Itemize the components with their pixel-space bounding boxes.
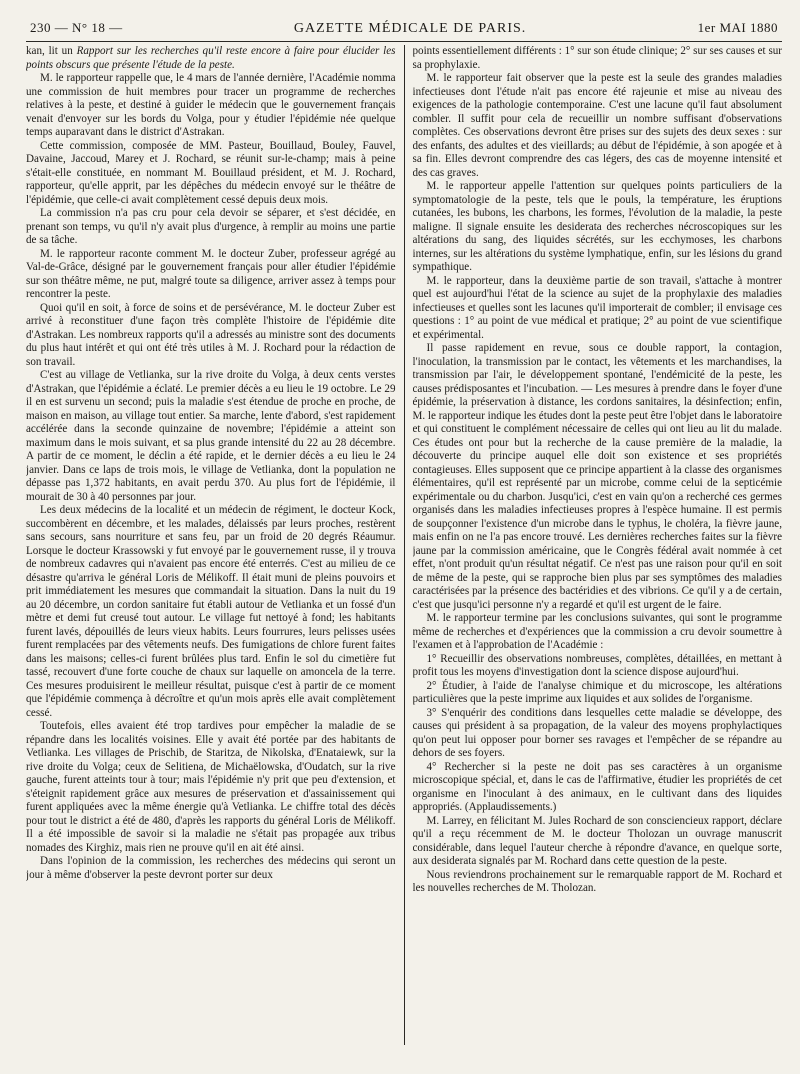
paragraph — [26, 45, 396, 72]
column-divider — [404, 45, 405, 1045]
paragraph — [413, 275, 783, 343]
paragraph — [26, 207, 396, 248]
paragraph — [413, 45, 783, 72]
paragraph-text: kan, lit un — [26, 45, 77, 57]
paragraph-text: Toutefois, elles avaient été trop tardives pour empêcher la maladie de se répandre dans les localités voisines. Elle y avait été portée par des habitants de Vetlianka. Les villages de Prischib, de Staritza, de Nikolska, d'Enataiewk, sur la rive droite du Volga; ceux de Selitiena, de Michaëlowska, d'Oudatch, sur la rive gauche, furent atteints tour à tour; mais l'épidémie n'y prit que peu d'extension, et s'éteignit rapidement grâce aux mesures de préservation et d'assainissement qui furent appliquées avec la même énergie qu'à Vetlianka. Le chiffre total des décès pour tout le district a été de 480, d'après les rapports du général Loris de Mélikoff. Il a été impossible de savoir si la maladie ne s'était pas propagée aux tribus nomades des Kirghiz, mais rien ne prouve qu'il en ait été ainsi. — [26, 720, 396, 854]
paragraph — [413, 342, 783, 612]
paragraph-text: Les deux médecins de la localité et un médecin de régiment, le docteur Kock, succombèrent en décembre, et les malades, délaissés par leurs proches, restèrent sans secours, sans nourriture et sans feu, par un froid de 20 degrés Réaumur. Lorsque le docteur Krassowski y fut envoyé par le gouvernement russe, il y trouva de nombreux cadavres qui n'avaient pas encore été enterrés. C'est au milieu de ce désastre qu'arriva le général Loris de Mélikoff. Il était muni de pleins pouvoirs et prit immédiatement les mesures que commandait la situation. Dans la nuit du 19 au 20 décembre, un cordon sanitaire fut établi autour de Vetlianka et un fossé d'un mètre et demi fut creusé tout autour. Le village fut nettoyé à fond; les habitants furent lavés, dépouillés de leurs vieux habits. Leurs fourrures, leurs pelisses usées furent remplacées par des vêtements neufs. Des fumigations de chlore furent faites dans les maisons; celles-ci furent brûlées plus tard. Enfin le sol du cimetière fut tassé, recouvert d'une forte couche de chaux sur laquelle on amoncela de la terre. Ces mesures produisirent le meilleur résultat, puisque c'est à partir de ce moment que l'épidémie commença à décroître et qu'un mois après elle avait complètement cessé. — [26, 504, 396, 719]
paragraph-text: M. le rapporteur rappelle que, le 4 mars de l'année dernière, l'Académie nomma une commission de huit membres pour tracer un programme de recherches relatives à la peste, et destiné à guider le médecin que le gouvernement français venait d'envoyer sur les bords du Volga, pour y étudier l'épidémie née quelque temps auparavant dans le district d'Astrakan. — [26, 72, 396, 138]
paragraph-text: M. le rapporteur raconte comment M. le docteur Zuber, professeur agrégé au Val-de-Grâce, désigné par le gouvernement français pour aller étudier l'épidémie sur son théâtre même, ne put, malgré toute sa diligence, arriver assez à temps pour rencontrer la peste. — [26, 247, 396, 300]
page-header — [26, 20, 782, 42]
paragraph — [413, 653, 783, 680]
paragraph-text: Il passe rapidement en revue, sous ce double rapport, la contagion, l'inoculation, la transmission par le contact, les vêtements et les marchandises, la transmission par l'air, le développement spontané, l'endémicité de la peste, les causes prédisposantes et l'incubation. — Les mesures à prendre dans le foyer d'une épidémie, la préservation à distance, les cordons sanitaires, la désinfection; enfin, M. le rapporteur indique les études dont la peste peut être l'objet dans le laboratoire et qui constituent le complément nécessaire de celles qui ont lieu au lit du malade. Ces études ont pour but la recherche de la cause première de la maladie, la découverte du principe auquel elle doit son existence et ses propriétés contagieuses. Elles supposent que ce principe appartient à la classe des organismes élémentaires, qu'il est représenté par un microbe, comme celui de la septicémie expérimentale ou du charbon. Jusqu'ici, c'est en vain qu'on a recherché ces germes organisés dans les maladies infectieuses propres à l'espèce humaine. Il est permis de soupçonner l'existence d'un microbe dans le typhus, le choléra, la fièvre jaune, mais enfin on ne l'a pas encore trouvé. Les dernières recherches faites sur la fièvre jaune par la commission américaine, que le Congrès fédéral avait nommée à cet effet, n'ont produit qu'un résultat négatif. Ce n'est pas une raison pour qu'il en soit de même de la peste, qui se rapproche bien plus par ses symptômes des maladies caractérisées par la présence des bactéridies et des vibrions. Ce qu'il y a de certain, c'est que jusqu'ici personne n'y a regardé et qu'il est urgent de le faire. — [412, 342, 782, 611]
paragraph — [413, 869, 783, 896]
paragraph — [413, 180, 783, 275]
paragraph — [26, 248, 396, 302]
paragraph — [26, 302, 396, 370]
paragraph — [26, 504, 396, 720]
paragraph-text: La commission n'a pas cru pour cela devoir se séparer, et s'est décidée, en prenant son temps, vu qu'il n'y avait plus d'urgence, à remplir au moins une partie de sa tâche. — [26, 207, 396, 246]
paragraph-text: 1° Recueillir des observations nombreuses, complètes, détaillées, en mettant à profit tous les moyens d'investigation dont la science dispose aujourd'hui. — [412, 652, 782, 678]
italic-title: Rapport sur les recherches qu'il reste encore à faire pour élucider les points obscurs que présente l'étude de la peste. — [26, 45, 396, 71]
paragraph-text: M. le rapporteur termine par les conclusions suivantes, qui sont le programme même de recherches et d'expériences que la commission a cru devoir soumettre à l'examen et à l'approbation de l'Académie : — [412, 612, 782, 651]
paragraph — [413, 612, 783, 653]
paragraph — [26, 720, 396, 855]
issue-date: 1er MAI 1880 — [697, 20, 778, 35]
left-column — [26, 45, 396, 1045]
paragraph-text: points essentiellement différents : 1° sur son étude clinique; 2° sur ses causes et sur sa prophylaxie. — [412, 45, 782, 71]
paragraph — [26, 855, 396, 882]
paragraph — [413, 707, 783, 761]
paragraph-text: Cette commission, composée de MM. Pasteur, Bouillaud, Bouley, Fauvel, Davaine, Jaccoud, Marey et J. Rochard, se réunit sur-le-champ; mais à peine s'était-elle constituée, en nommant M. Bouillaud président, et M. J. Rochard, rapporteur, qu'elle apprit, par les dépêches du médecin envoyé sur le théâtre de l'épidémie, que celle-ci avait complètement cessé depuis deux mois. — [26, 139, 396, 206]
paragraph-text: 4° Rechercher si la peste ne doit pas ses caractères à un organisme microscopique spécial, et, dans le cas de l'affirmative, étudier les propriétés de cet organisme en l'inoculant à des animaux, en le cultivant dans des liquides appropriés. (Applaudissements.) — [412, 760, 782, 813]
paragraph-text: M. Larrey, en félicitant M. Jules Rochard de son consciencieux rapport, déclare qu'il a reçu récemment de M. le docteur Tholozan un ouvrage manuscrit considérable, dans lequel l'auteur cherche à répondre d'avance, en quelque sorte, aux desiderata signalés par M. Rochard dans cette question de la peste. — [412, 814, 782, 867]
paragraph — [413, 761, 783, 815]
page-number: 230 — N° 18 — — [30, 20, 123, 35]
paragraph — [26, 72, 396, 140]
paragraph-text: M. le rapporteur appelle l'attention sur quelques points particuliers de la symptomatologie de la peste, tels que le pouls, la température, les éruptions cutanées, les bubons, les charbons, les formes, l'évolution de la maladie, la peste maligne. Il signale ensuite les desiderata des recherches nécroscopiques sur les altérations du sang, des liquides sécrétés, sur les ecchymoses, les charbons internes, sur les altérations du système lymphatique, enfin, sur les lésions du grand sympathique. — [412, 180, 782, 273]
paragraph — [26, 140, 396, 208]
paragraph — [413, 815, 783, 869]
paragraph-text: C'est au village de Vetlianka, sur la rive droite du Volga, à deux cents verstes d'Astrakan, que l'épidémie a éclaté. Le premier décès a eu lieu le 19 octobre. Le 29 il en est survenu un second; puis la maladie s'est étendue de proche en proche, de maison en maison, au village tout entier. Sa marche, lente d'abord, s'est rapidement accélérée dans la seconde quinzaine de novembre; l'épidémie a atteint son maximum dans le mois suivant, et sa plus grande intensité du 22 au 28 décembre. A partir de ce moment, le déclin a été rapide, et le dernier décès a eu lieu le 24 janvier. Dans ce laps de trois mois, le village de Vetlianka, dont la population ne dépasse pas 1,372 habitants, en avait perdu 370. Au plus fort de l'épidémie, il mourait de 30 à 40 personnes par jour. — [26, 369, 396, 503]
right-column — [413, 45, 783, 1045]
journal-title: GAZETTE MÉDICALE DE PARIS. — [293, 21, 527, 36]
paragraph — [26, 369, 396, 504]
paragraph — [413, 72, 783, 180]
paragraph-text: Quoi qu'il en soit, à force de soins et de persévérance, M. le docteur Zuber est arrivé à reconstituer d'une façon très complète l'histoire de l'épidémie dite d'Astrakan. Les nombreux rapports qu'il a adressés au ministre sont des documents du plus haut intérêt et qui ont été très utiles à M. J. Rochard pour la rédaction de son travail. — [26, 301, 396, 368]
paragraph-text: M. le rapporteur, dans la deuxième partie de son travail, s'attache à montrer quel est aujourd'hui l'état de la science au sujet de la prophylaxie des maladies infectieuses et quelles sont les lacunes qu'il importerait de combler; il envisage ces questions : 1° au point de vue médical et pratique; 2° au point de vue scientifique et expérimental. — [412, 274, 782, 341]
paragraph-text: Dans l'opinion de la commission, les recherches des médecins qui seront un jour à même d'observer la peste devront porter sur deux — [26, 855, 396, 881]
paragraph-text: 3° S'enquérir des conditions dans lesquelles cette maladie se développe, des causes qui président à sa propagation, de la valeur des moyens prophylactiques qu'on peut lui opposer pour borner ses ravages et l'empêcher de se répandre au dehors de ses foyers. — [412, 706, 782, 759]
paragraph-text: M. le rapporteur fait observer que la peste est la seule des grandes maladies infectieuses dont l'étude n'ait pas encore été rajeunie et mise au niveau des exigences de la pathologie contemporaine. C'est une lacune qu'il faut absolument combler. Il suffit pour cela de recueillir un nombre suffisant d'observations complètes. Ces observations devront être prises sur des sujets des deux sexes : sur des enfants, des adultes et des vieillards; au début de l'épidémie, à son apogée et à sa fin. Elles devront comprendre des cas légers, des cas de moyenne intensité et des cas graves. — [412, 72, 782, 179]
text-columns — [26, 45, 782, 1045]
paragraph-text: Nous reviendrons prochainement sur le remarquable rapport de M. Rochard et les nouvelles recherches de M. Tholozan. — [412, 868, 782, 894]
paragraph-text: 2° Étudier, à l'aide de l'analyse chimique et du microscope, les altérations particulières que la peste imprime aux liquides et aux solides de l'organisme. — [412, 679, 782, 705]
paragraph — [413, 680, 783, 707]
